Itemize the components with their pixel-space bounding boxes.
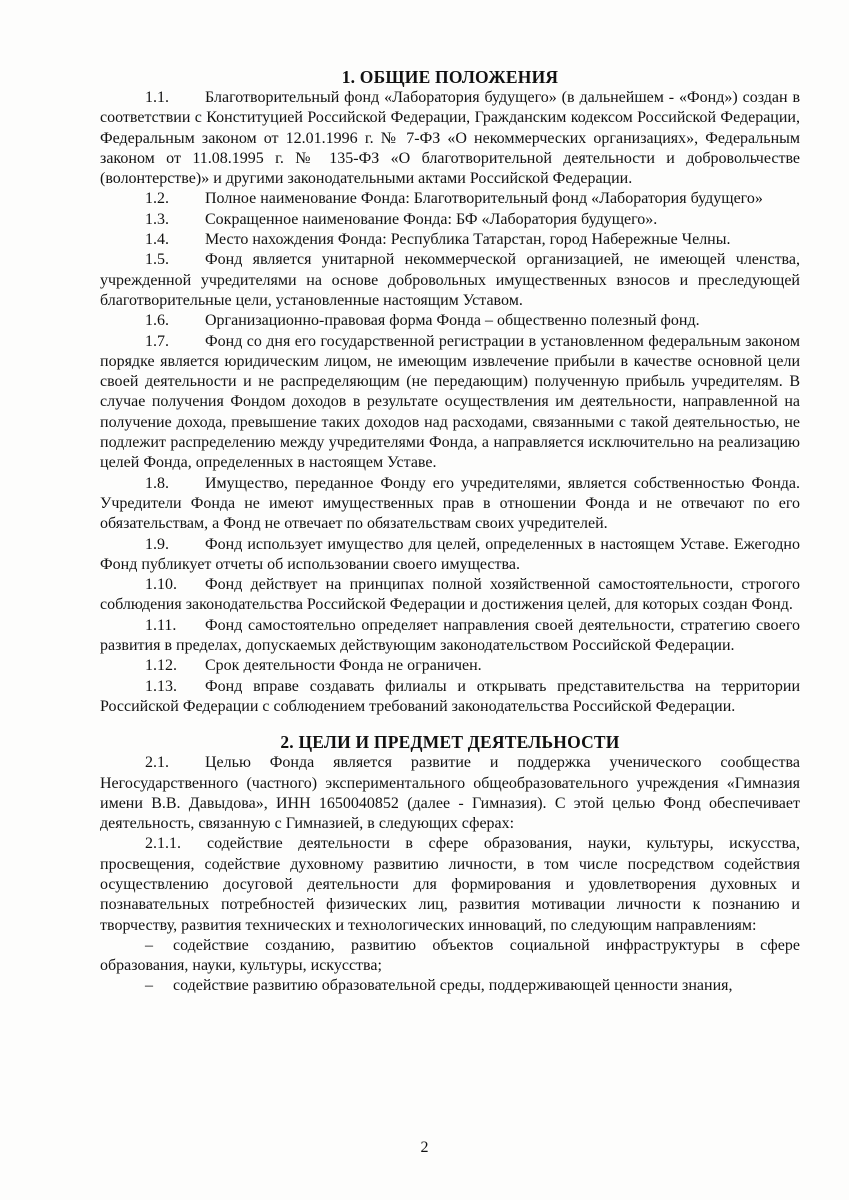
bullet-text: содействие созданию, развитию объектов социальной инфраструктуры в сфере образования, науки, культуры, искусства; [100, 936, 800, 975]
clause-1-13 [100, 677, 800, 718]
clause-1-1 [100, 88, 800, 189]
clause-number: 1.9. [145, 535, 169, 553]
clause-number: 1.3. [145, 210, 169, 228]
clause-1-10 [100, 575, 800, 616]
clause-text: Фонд действует на принципах полной хозяйственной самостоятельности, строгого соблюдения законодательства Российской Федерации и достижения целей, для которых создан Фонд. [100, 576, 800, 614]
clause-1-5 [100, 250, 800, 311]
clause-text: Фонд вправе создавать филиалы и открывать представительства на территории Российской Федерации с соблюдением требований законодательства Российской Федерации. [100, 677, 800, 715]
clause-number: 1.10. [145, 576, 177, 594]
clause-number: 1.6. [145, 312, 169, 330]
clause-text: Фонд является унитарной некоммерческой организацией, не имеющей членства, учрежденной учредителями на основе добровольных имущественных взносов и преследующей благотворительные цели, установленные настоящим Уставом. [100, 251, 800, 309]
clause-text: Срок деятельности Фонда не ограничен. [205, 657, 482, 675]
clause-number: 1.4. [145, 231, 169, 249]
clause-1-3 [100, 210, 800, 230]
clause-number: 1.12. [145, 657, 177, 675]
clause-text: Целью Фонда является развитие и поддержка ученического сообщества Негосударственного (частного) экспериментального общеобразовательного учреждения «Гимназия имени В.В. Давыдова», ИНН 1650040852 (далее - Гимназия). С этой целью Фонд обеспечивает деятельность, связанную с Гимназией, в следующих сферах: [100, 754, 800, 833]
clause-2-1-1 [100, 834, 800, 935]
dash-marker: – [145, 977, 153, 995]
clause-number: 2.1. [145, 754, 169, 772]
clause-text: Организационно-правовая форма Фонда – общественно полезный фонд. [205, 312, 700, 330]
clause-number: 1.7. [145, 332, 169, 350]
section-2-title: 2. ЦЕЛИ И ПРЕДМЕТ ДЕЯТЕЛЬНОСТИ [280, 732, 620, 753]
bullet-item [100, 976, 800, 996]
clause-1-4 [100, 230, 800, 250]
clause-text: Полное наименование Фонда: Благотворительный фонд «Лаборатория будущего» [205, 190, 763, 208]
page-number: 2 [420, 1139, 429, 1156]
clause-number: 2.1.1. [145, 835, 181, 853]
bullet-text: содействие развитию образовательной среды, поддерживающей ценности знания, [173, 977, 733, 995]
clause-1-2 [100, 189, 800, 209]
bullet-item [100, 936, 800, 977]
clause-text: Сокращенное наименование Фонда: БФ «Лаборатория будущего». [205, 210, 658, 228]
page-content [100, 66, 800, 997]
clause-text: Имущество, переданное Фонду его учредителями, является собственностью Фонда. Учредители Фонда не имеют имущественных прав в отношении Фонда и не отвечают по его обязательствам, а Фонд не отвечает по обязательствам своих учредителей. [100, 474, 800, 533]
clause-number: 1.5. [145, 251, 169, 269]
clause-1-9 [100, 535, 800, 576]
clause-1-11 [100, 616, 800, 657]
clause-2-1 [100, 753, 800, 834]
clause-text: содействие деятельности в сфере образования, науки, культуры, искусства, просвещения, содействие духовному развитию личности, в том числе посредством содействия осуществлению досуговой деятельности для формирования и удовлетворения духовных и познавательных потребностей физических лиц, развития мотивации личности к познанию и творчеству, развития технических и технологических инноваций, по следующим направлениям: [100, 835, 800, 934]
clause-1-7 [100, 332, 800, 474]
clause-text: Фонд со дня его государственной регистрации в установленном федеральным законом порядке является юридическим лицом, не имеющим извлечение прибыли в качестве основной цели своей деятельности и не распределяющим (не передающим) полученную прибыль учредителям. В случае получения Фондом доходов в результате осуществления им деятельности, направленной на получение дохода, превышение таких доходов над расходами, связанными с такой деятельностью, не подлежит распределению между учредителями Фонда, а направляется исключительно на реализацию целей Фонда, определенных в настоящем Уставе. [100, 332, 800, 472]
clause-text: Фонд самостоятельно определяет направления своей деятельности, стратегию своего развития в пределах, допускаемых действующим законодательством Российской Федерации. [100, 616, 800, 655]
clause-number: 1.13. [145, 677, 177, 695]
clause-number: 1.8. [145, 474, 169, 492]
clause-text: Благотворительный фонд «Лаборатория будущего» (в дальнейшем - «Фонд») создан в соответствии с Конституцией Российской Федерации, Гражданским кодексом Российской Федерации, Федеральным законом от 12.01.1996 г. № 7-ФЗ «О некоммерческих организациях», Федеральным законом от 11.08.1995 г. № 135-ФЗ «О благотворительной деятельности и добровольчестве (волонтерстве)» и другими законодательными актами Российской Федерации. [100, 89, 800, 188]
clause-1-6 [100, 311, 800, 331]
clause-number: 1.1. [145, 89, 169, 106]
clause-1-8 [100, 474, 800, 535]
clause-number: 1.11. [145, 616, 177, 634]
clause-text: Фонд использует имущество для целей, определенных в настоящем Уставе. Ежегодно Фонд публикует отчеты об использовании своего имущества. [100, 535, 800, 573]
clause-text: Место нахождения Фонда: Республика Татарстан, город Набережные Челны. [205, 231, 731, 249]
clause-1-12 [100, 656, 800, 676]
clause-number: 1.2. [145, 190, 169, 208]
section-1-title: 1. ОБЩИЕ ПОЛОЖЕНИЯ [341, 67, 559, 87]
dash-marker: – [145, 936, 153, 954]
